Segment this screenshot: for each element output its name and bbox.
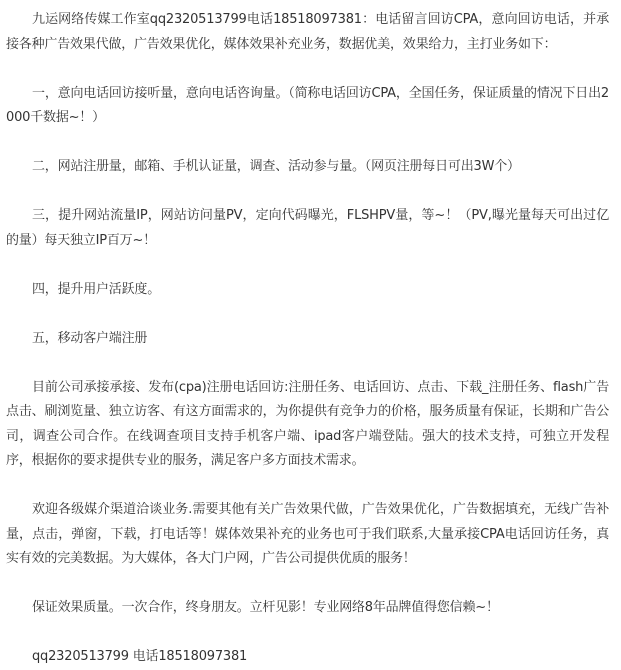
paragraph-spacer	[6, 57, 609, 82]
paragraph-spacer	[6, 131, 609, 156]
service-item-5: 五，移动客户端注册	[32, 330, 148, 346]
intro-paragraph: 九运网络传媒工作室qq2320513799电话18518097381：电话留言回访CPA，意向回访电话，并承接各种广告效果代做，广告效果优化，媒体效果补充业务，数据优美，效果给力，主打业务如下：	[6, 12, 609, 52]
service-item-2: 二，网站注册量，邮箱、手机认证量，调查、活动参与量。（网页注册每日可出3W个）	[32, 159, 520, 174]
paragraph-spacer	[6, 621, 609, 646]
welcome-paragraph: 欢迎各级媒介渠道洽谈业务.需要其他有关广告效果代做，广告效果优化，广告数据填充，无线广告补量，点击，弹窗，下载，打电话等！媒体效果补充的业务也可于我们联系,大量承接CPA电话回访任务，真实有效的完美数据。为大媒体，各大门户网，广告公司提供优质的服务！	[6, 502, 609, 566]
quality-slogan: 保证效果质量。一次合作，终身朋友。立杆见影！专业网络8年品牌值得您信赖~！	[32, 600, 499, 615]
paragraph-spacer	[6, 180, 609, 205]
service-item-3: 三，提升网站流量IP，网站访问量PV，定向代码曝光，FLSHPV量，等~！（PV,曝光量每天可出过亿的量）每天独立IP百万~！	[6, 208, 609, 248]
paragraph-spacer	[6, 302, 609, 327]
company-description: 目前公司承接承接、发布(cpa)注册电话回访:注册任务、电话回访、点击、下载_注册任务、flash广告点击、刷浏览量、独立访客、有这方面需求的，为你提供有竞争力的价格，服务质量有保证，长期和广告公司，调查公司合作。在线调查项目支持手机客户端、ipad客户端登陆。强大的技术支持，可独立开发程序，根据你的要求提供专业的服务，满足客户多方面技术需求。	[6, 379, 609, 468]
paragraph-spacer	[6, 351, 609, 376]
paragraph-spacer	[6, 253, 609, 278]
service-item-1: 一，意向电话回访接听量，意向电话咨询量。（简称电话回访CPA，全国任务，保证质量的情况下日出2000千数据~！）	[6, 85, 609, 125]
contact-line: qq2320513799 电话18518097381	[32, 649, 248, 664]
service-item-4: 四，提升用户活跃度。	[32, 281, 161, 297]
paragraph-spacer	[6, 572, 609, 597]
paragraph-spacer	[6, 474, 609, 499]
